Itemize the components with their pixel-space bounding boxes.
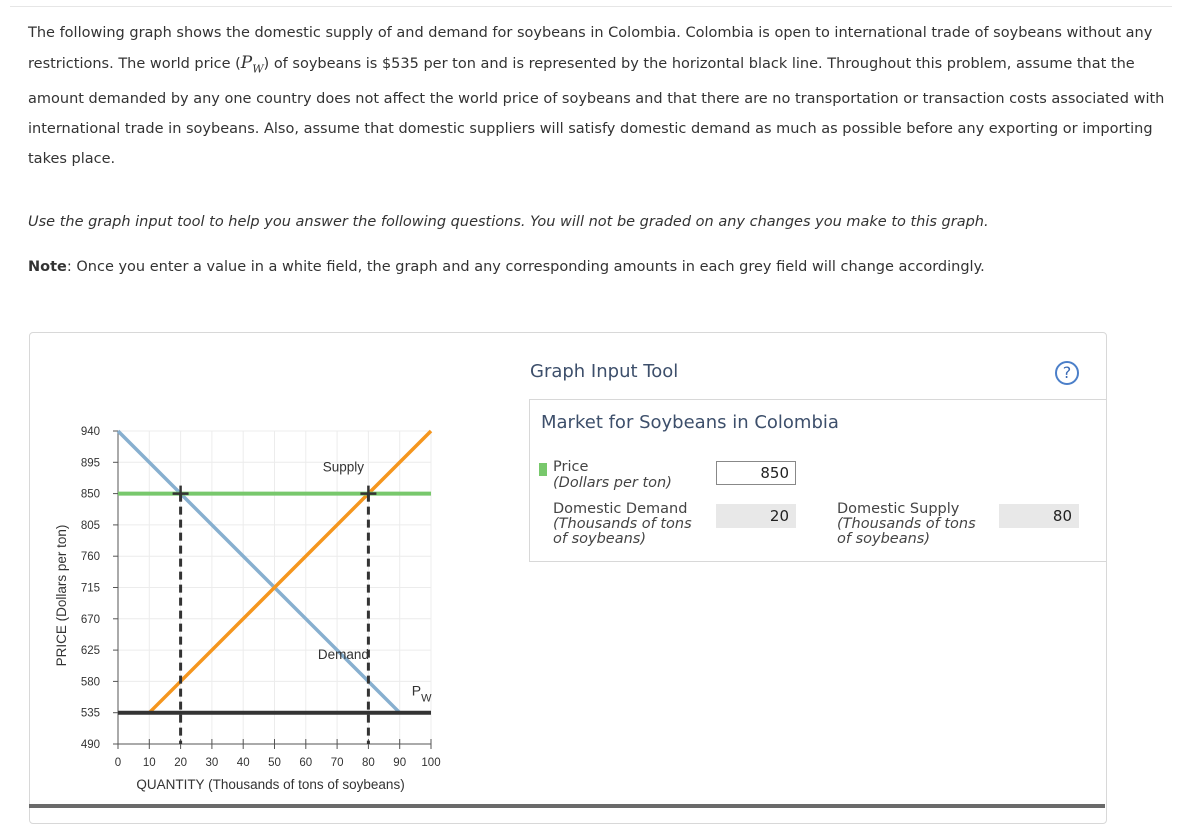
bottom-scroll-bar [29, 804, 1105, 808]
domestic-supply-label: Domestic Supply [837, 501, 960, 517]
y-axis-label: PRICE (Dollars per ton) [54, 524, 69, 667]
x-tick-label: 70 [330, 757, 344, 769]
y-tick-label: 850 [80, 488, 100, 501]
price-unit-label: (Dollars per ton) [553, 475, 672, 491]
y-tick-label: 625 [80, 645, 100, 658]
x-tick-label: 10 [142, 757, 156, 769]
graph-panel [29, 332, 1107, 824]
x-tick-label: 80 [362, 757, 375, 769]
y-tick-label: 670 [80, 613, 100, 626]
intro-text-1: The following graph shows the domestic supply of and demand for soybeans in Colombia. Colombia is open to international trade of soybeans without any restrictions. The world price ( [28, 25, 1153, 72]
market-graph[interactable] [30, 333, 520, 813]
note-label: Note [28, 259, 67, 275]
y-tick-label: 760 [80, 551, 100, 564]
market-title: Market for Soybeans in Colombia [541, 412, 839, 433]
y-tick-label: 715 [80, 582, 100, 595]
domestic-demand-value: 20 [716, 504, 796, 528]
price-label: Price [553, 459, 589, 475]
x-tick-label: 20 [174, 757, 187, 769]
x-tick-label: 60 [299, 757, 313, 769]
x-tick-label: 90 [393, 757, 407, 769]
domestic-demand-unit-2: of soybeans) [553, 531, 647, 547]
world-price-label: $P_W$ [411, 682, 432, 705]
top-divider [10, 6, 1172, 7]
y-tick-label: 895 [80, 457, 100, 470]
domestic-supply-unit-2: of soybeans) [837, 531, 931, 547]
supply-curve-label: Supply [322, 459, 365, 475]
domestic-demand-unit-1: (Thousands of tons [553, 516, 692, 532]
note-text: Note: Once you enter a value in a white field, the graph and any corresponding amounts in each grey field will change accordingly. [28, 259, 985, 275]
y-tick-label: 940 [80, 426, 100, 438]
price-color-swatch [539, 463, 547, 476]
graph-input-tool-title: Graph Input Tool [530, 361, 679, 382]
help-icon[interactable]: ? [1055, 361, 1079, 385]
instruction-text: Use the graph input tool to help you answer the following questions. You will not be graded on any changes you make to this graph. [28, 214, 989, 230]
world-price-symbol: $P_W$ [240, 53, 264, 76]
domestic-supply-unit-1: (Thousands of tons [837, 516, 976, 532]
x-tick-label: 30 [205, 757, 219, 769]
x-tick-label: 40 [236, 757, 250, 769]
x-axis-label: QUANTITY (Thousands of tons of soybeans) [136, 777, 405, 792]
x-tick-label: 100 [421, 757, 441, 769]
x-tick-label: 0 [114, 757, 122, 769]
intro-paragraph [28, 18, 1168, 174]
graph-input-tool [529, 399, 1106, 562]
price-input[interactable]: 850 [716, 461, 796, 485]
y-tick-label: 490 [80, 739, 100, 751]
supply-line [149, 431, 431, 713]
y-tick-label: 535 [80, 707, 100, 720]
y-tick-label: 580 [80, 676, 100, 689]
demand-curve-label: Demand [317, 647, 369, 663]
domestic-supply-value: 80 [999, 504, 1079, 528]
intro-text-2: ) of soybeans is $535 per ton and is represented by the horizontal black line. Throughout this problem, assume that the amount demanded by any one country does not affect the world price of soybeans and that there are no transportation or transaction costs associated with international trade in soybeans. Also, assume that domestic suppliers will satisfy domestic demand as much as possible before any exporting or importing takes place. [28, 56, 1165, 168]
domestic-demand-label: Domestic Demand [553, 501, 688, 517]
x-tick-label: 50 [268, 757, 281, 769]
y-tick-label: 805 [80, 519, 100, 532]
